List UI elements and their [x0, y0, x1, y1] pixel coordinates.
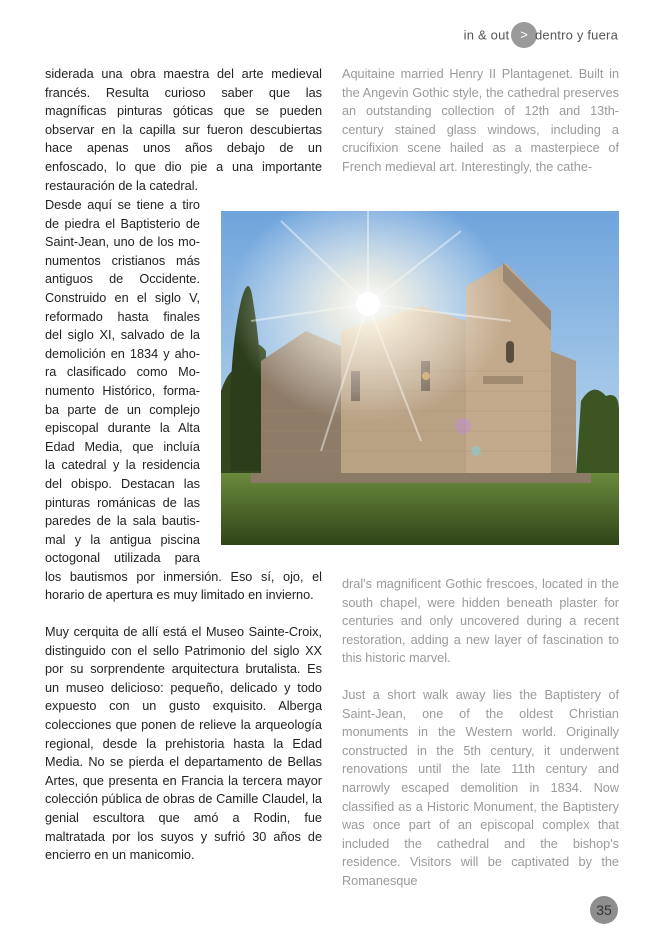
spanish-paragraph-2-line: mal y la antigua piscina: [45, 532, 200, 547]
spanish-paragraph-2-line: Desde aquí se tiene a tiro: [45, 198, 200, 212]
header-dentro-y-fuera: dentro y fuera: [534, 27, 618, 43]
spanish-paragraph-2-tail: los bautismos por inmersión. Eso sí, ojo, el horario de apertura es muy limitado en invierno.: [45, 569, 322, 603]
spanish-paragraph-2-line: ra clasificado como Mo-: [45, 365, 200, 380]
spanish-paragraph-2-line: reformado hasta finales: [45, 309, 200, 324]
spanish-paragraph-2-line: episcopal durante la Alta: [45, 421, 200, 436]
spanish-paragraph-1: siderada una obra maestra del arte medieval francés. Resulta curioso saber que las magníficas pinturas góticas que se pueden observar en la capilla sur fueron descubiertas hace apenas unos años debajo de un enfoscado, lo que dio pie a una importante restauración de la catedral.: [45, 67, 322, 193]
spanish-paragraph-2-line: ba parte de un complejo: [45, 402, 200, 417]
spanish-column-top: [45, 65, 322, 195]
spanish-paragraph-2-line: Edad Media, que incluía: [45, 439, 200, 454]
header-in-out: in & out: [463, 27, 510, 43]
spanish-paragraph-2-line: pinturas románicas de las: [45, 495, 200, 510]
spanish-paragraph-2-line: numento Histórico, forma-: [45, 383, 200, 398]
english-column-top: [342, 65, 619, 177]
english-paragraph-2: dral's magnificent Gothic frescoes, located in the south chapel, were hidden beneath plaster for centuries and only uncovered during a recent restoration, adding a new layer of fascination to this historic marvel.: [342, 577, 619, 666]
baptistery-photo: [221, 211, 619, 545]
spanish-paragraph-2-line: del obispo. Destacan las: [45, 476, 200, 491]
english-paragraph-3: Just a short walk away lies the Baptistery of Saint-Jean, one of the oldest Christian monuments in the Western world. Originally constructed in the 5th century, it underwent renovations until the late 11th century and narrowly escaped demolition in 1834. Now classified as a Historic Monument, the Baptistery was once part of an episcopal complex that included the cathedral and the bishop's residence. Visitors will be captivated by the Romanesque: [342, 687, 619, 888]
spanish-paragraph-2-line: Saint-Jean, uno de los mo-: [45, 235, 200, 250]
spanish-paragraph-2-line: numentos cristianos más: [45, 253, 200, 268]
spanish-paragraph-2-line: demolición en 1834 y aho-: [45, 346, 200, 361]
page-number: 35: [590, 896, 618, 924]
spanish-paragraph-2-line: octogonal utilizada para: [45, 551, 200, 566]
english-column-bottom: [342, 575, 619, 891]
english-paragraph-1: Aquitaine married Henry II Plantagenet. Built in the Angevin Gothic style, the cathedral preserves an outstanding collection of 12th and 13th-century stained glass windows, including a crucifixion scene hailed as a masterpiece of French medieval art. Interestingly, the cathe-: [342, 67, 619, 174]
spanish-paragraph-2-line: la catedral y la residencia: [45, 458, 200, 473]
spanish-paragraph-3: Muy cerquita de allí está el Museo Sainte-Croix, distinguido con el sello Patrimonio del siglo XX por su sorprendente arquitectura brutalista. Es un museo delicioso: pequeño, delicado y todo expuesto con un gusto exquisito. Alberga colecciones que ponen de relieve la arqueología regional, desde la prehistoria hasta la Edad Media. No se pierda el departamento de Bellas Artes, que presenta en Francia la tercera mayor colección pública de obras de Camille Claudel, la genial escultora que amó a Rodin, fue maltratada por los suyos y sufrió 30 años de encierro en un manicomio.: [45, 625, 322, 863]
spanish-paragraph-2-line: Construido en el siglo V,: [45, 290, 200, 305]
spanish-paragraph-2-line: de piedra el Baptisterio de: [45, 216, 200, 231]
spanish-paragraph-2-line: paredes de la sala bautis-: [45, 514, 200, 529]
baptistery-illustration: [221, 211, 619, 545]
spanish-paragraph-2-line: del siglo XI, salvado de la: [45, 328, 200, 343]
header-separator-circle: >: [511, 22, 537, 48]
spanish-paragraph-2-line: antiguos de Occidente.: [45, 272, 200, 287]
spanish-paragraph-2-wrapped: [45, 196, 200, 568]
section-header: [464, 22, 618, 48]
